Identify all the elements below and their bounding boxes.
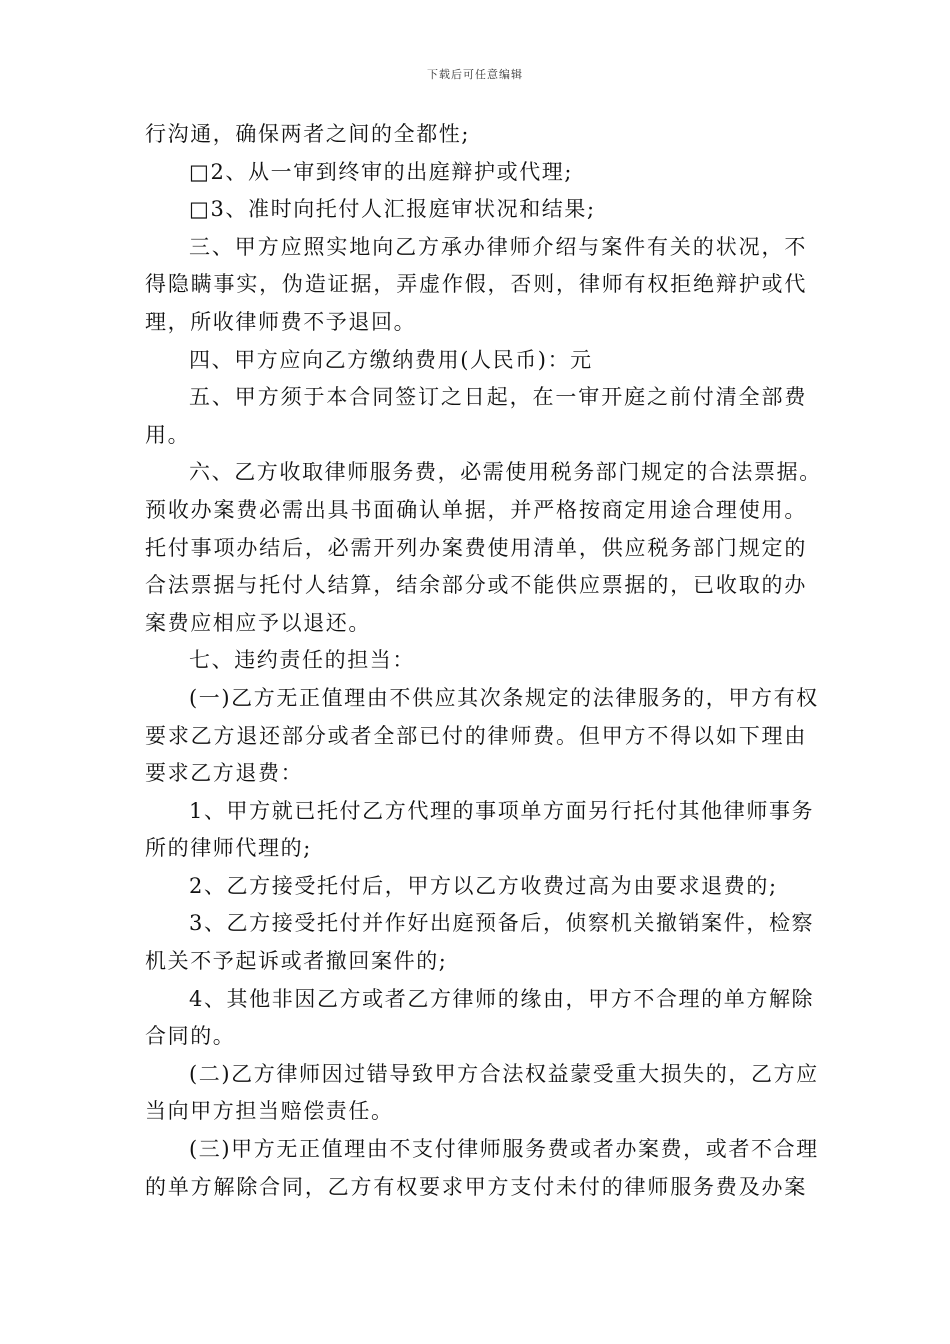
text-line: □2、从一审到终审的出庭辩护或代理; (189, 159, 574, 184)
text-line: (三)甲方无正值理由不支付律师服务费或者办案费，或者不合理 (189, 1137, 819, 1162)
text-line: 五、甲方须于本合同签订之日起，在一审开庭之前付清全部费 (189, 385, 807, 410)
page-header: 下载后可任意编辑 (427, 68, 523, 81)
text-line: □3、准时向托付人汇报庭审状况和结果; (189, 197, 596, 222)
text-line: 4、其他非因乙方或者乙方律师的缘由，甲方不合理的单方解除 (189, 986, 815, 1011)
text-line: 所的律师代理的; (145, 836, 312, 861)
text-line: 行沟通，确保两者之间的全都性; (145, 122, 471, 146)
text-line: (二)乙方律师因过错导致甲方合法权益蒙受重大损失的，乙方应 (189, 1061, 819, 1086)
text-line: 要求乙方退费： (145, 761, 304, 786)
text-line: 1、甲方就已托付乙方代理的事项单方面另行托付其他律师事务 (189, 798, 815, 823)
text-line: 案费应相应予以退还。 (145, 610, 371, 635)
text-line: 三、甲方应照实地向乙方承办律师介绍与案件有关的状况，不 (189, 234, 807, 259)
text-line: 托付事项办结后，必需开列办案费使用清单，供应税务部门规定的 (145, 535, 807, 560)
text-line: 合同的。 (145, 1024, 236, 1049)
text-line: 四、甲方应向乙方缴纳费用(人民币)：元 (189, 347, 593, 372)
text-line: 理，所收律师费不予退回。 (145, 309, 417, 334)
text-line: 的单方解除合同，乙方有权要求甲方支付未付的律师服务费及办案 (145, 1174, 807, 1199)
text-line: 七、违约责任的担当： (189, 648, 415, 673)
text-line: 要求乙方退还部分或者全部已付的律师费。但甲方不得以如下理由 (145, 723, 807, 748)
text-line: 预收办案费必需出具书面确认单据，并严格按商定用途合理使用。 (145, 497, 807, 522)
text-line: (一)乙方无正值理由不供应其次条规定的法律服务的，甲方有权 (189, 685, 819, 710)
text-line: 3、乙方接受托付并作好出庭预备后，侦察机关撤销案件，检察 (189, 911, 815, 936)
text-line: 机关不予起诉或者撤回案件的; (145, 949, 448, 974)
text-line: 当向甲方担当赔偿责任。 (145, 1099, 394, 1124)
text-line: 合法票据与托付人结算，结余部分或不能供应票据的，已收取的办 (145, 573, 807, 598)
text-line: 用。 (145, 422, 191, 447)
text-line: 六、乙方收取律师服务费，必需使用税务部门规定的合法票据。 (189, 460, 822, 485)
text-line: 得隐瞒事实，伪造证据，弄虚作假，否则，律师有权拒绝辩护或代 (145, 272, 807, 297)
text-line: 2、乙方接受托付后，甲方以乙方收费过高为由要求退费的; (189, 873, 778, 898)
contract-body (145, 116, 822, 1206)
